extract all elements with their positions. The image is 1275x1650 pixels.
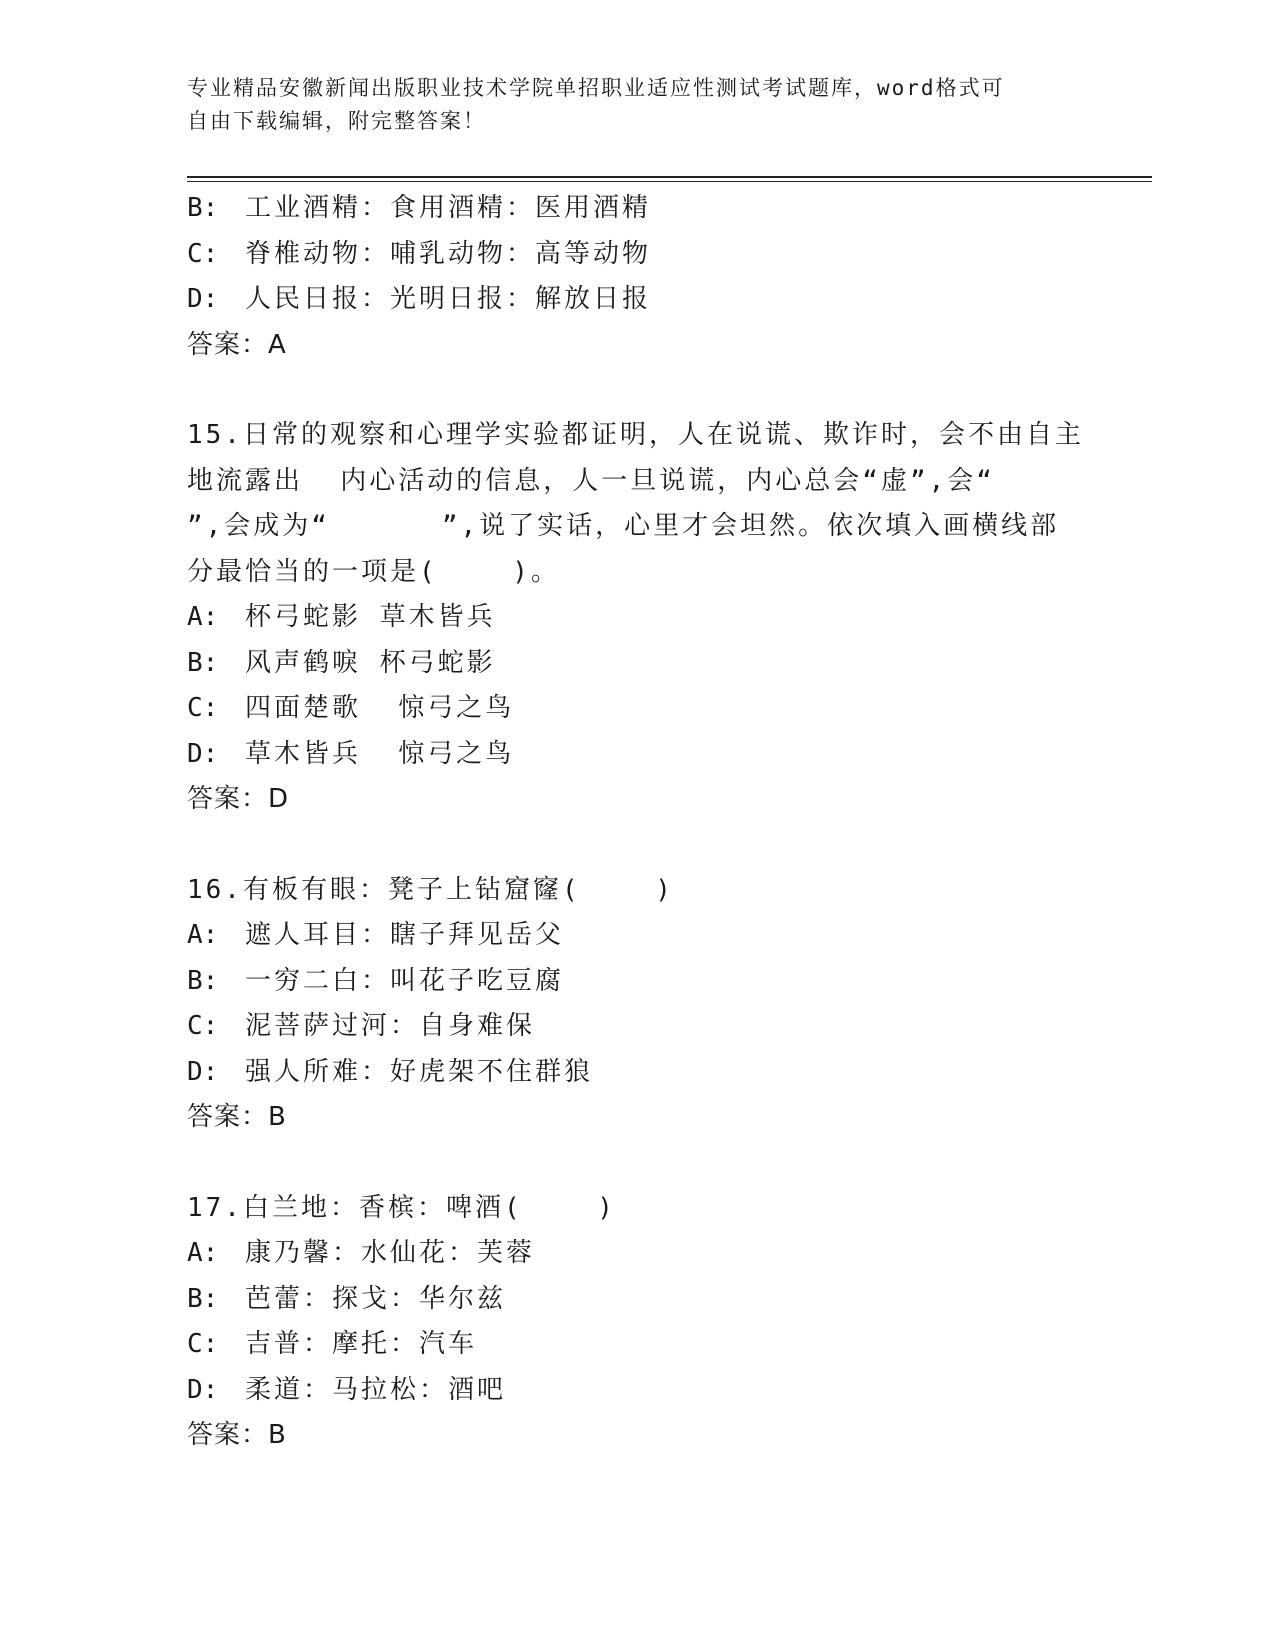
option-letter: B: [187,193,219,223]
question-15 [187,413,1087,823]
option-text: 脊椎动物：哺乳动物：高等动物 [245,238,652,269]
answer-text: 答案：B [187,1420,287,1450]
option-letter: D: [187,738,219,769]
answer-text: 答案：A [187,329,287,360]
option-letter: D: [187,1374,219,1405]
question-17 [187,1186,1087,1459]
option-text: 工业酒精：食用酒精：医用酒精 [245,193,652,223]
option-text: 四面楚歌 惊弓之鸟 [245,693,515,723]
option-letter: A: [187,920,219,950]
header-divider-thin [187,181,1152,182]
option-text: 一穷二白：叫花子吃豆腐 [245,965,565,996]
option-text: 康乃馨：水仙花：芙蓉 [245,1238,536,1268]
option-c [187,1004,1087,1050]
answer-text: 答案：D [187,784,290,814]
option-b [187,186,1087,232]
header-line-1: 专业精品安徽新闻出版职业技术学院单招职业适应性测试考试题库，word格式可 [187,76,1005,100]
option-d [187,1050,1087,1096]
option-a [187,1231,1087,1277]
option-d [187,1368,1087,1414]
option-letter: B: [187,1283,219,1314]
option-a [187,595,1087,641]
option-b [187,959,1087,1005]
option-a [187,913,1087,959]
option-text: 杯弓蛇影 草木皆兵 [245,602,496,632]
option-b [187,641,1087,687]
question-stem: 17.白兰地：香槟：啤酒( ) [187,1192,616,1223]
option-text: 风声鹤唳 杯弓蛇影 [245,647,496,678]
option-letter: B: [187,965,219,996]
spacer [187,1141,1087,1186]
option-letter: C: [187,1329,219,1359]
option-c [187,1322,1087,1368]
option-b [187,1277,1087,1323]
header-line-2: 自由下载编辑，附完整答案！ [187,109,486,133]
answer-text: 答案：B [187,1102,287,1132]
question-14-tail [187,186,1087,368]
option-letter: B: [187,647,219,678]
question-stem-line: 分最恰当的一项是( )。 [187,556,560,587]
option-c [187,232,1087,278]
option-text: 芭蕾：探戈：华尔兹 [245,1283,507,1314]
option-c [187,686,1087,732]
spacer [187,368,1087,413]
option-letter: C: [187,1011,219,1041]
option-letter: A: [187,1238,219,1268]
option-letter: C: [187,238,219,269]
option-letter: A: [187,602,219,632]
option-letter: C: [187,693,219,723]
option-d [187,277,1087,323]
option-text: 遮人耳目：瞎子拜见岳父 [245,920,565,950]
spacer [187,823,1087,868]
question-stem-line: ”,会成为“ ”,说了实话，心里才会坦然。依次填入画横线部 [187,511,1060,541]
option-text: 强人所难：好虎架不住群狼 [245,1056,594,1087]
option-text: 柔道：马拉松：酒吧 [245,1374,507,1405]
option-text: 人民日报：光明日报：解放日报 [245,284,652,314]
option-letter: D: [187,284,219,314]
option-letter: D: [187,1056,219,1087]
header-divider-thick [187,176,1152,178]
question-content [187,186,1087,1459]
option-text: 吉普：摩托：汽车 [245,1329,478,1359]
option-d [187,732,1087,778]
document-header [187,72,1067,138]
question-stem: 16.有板有眼：凳子上钻窟窿( ) [187,874,674,905]
question-16 [187,868,1087,1141]
question-stem-line: 15.日常的观察和心理学实验都证明，人在说谎、欺诈时，会不由自主 [187,420,1084,450]
option-text: 泥菩萨过河：自身难保 [245,1011,536,1041]
option-text: 草木皆兵 惊弓之鸟 [245,738,515,769]
question-stem-line: 地流露出 内心活动的信息，人一旦说谎，内心总会“虚”,会“ [187,465,995,496]
